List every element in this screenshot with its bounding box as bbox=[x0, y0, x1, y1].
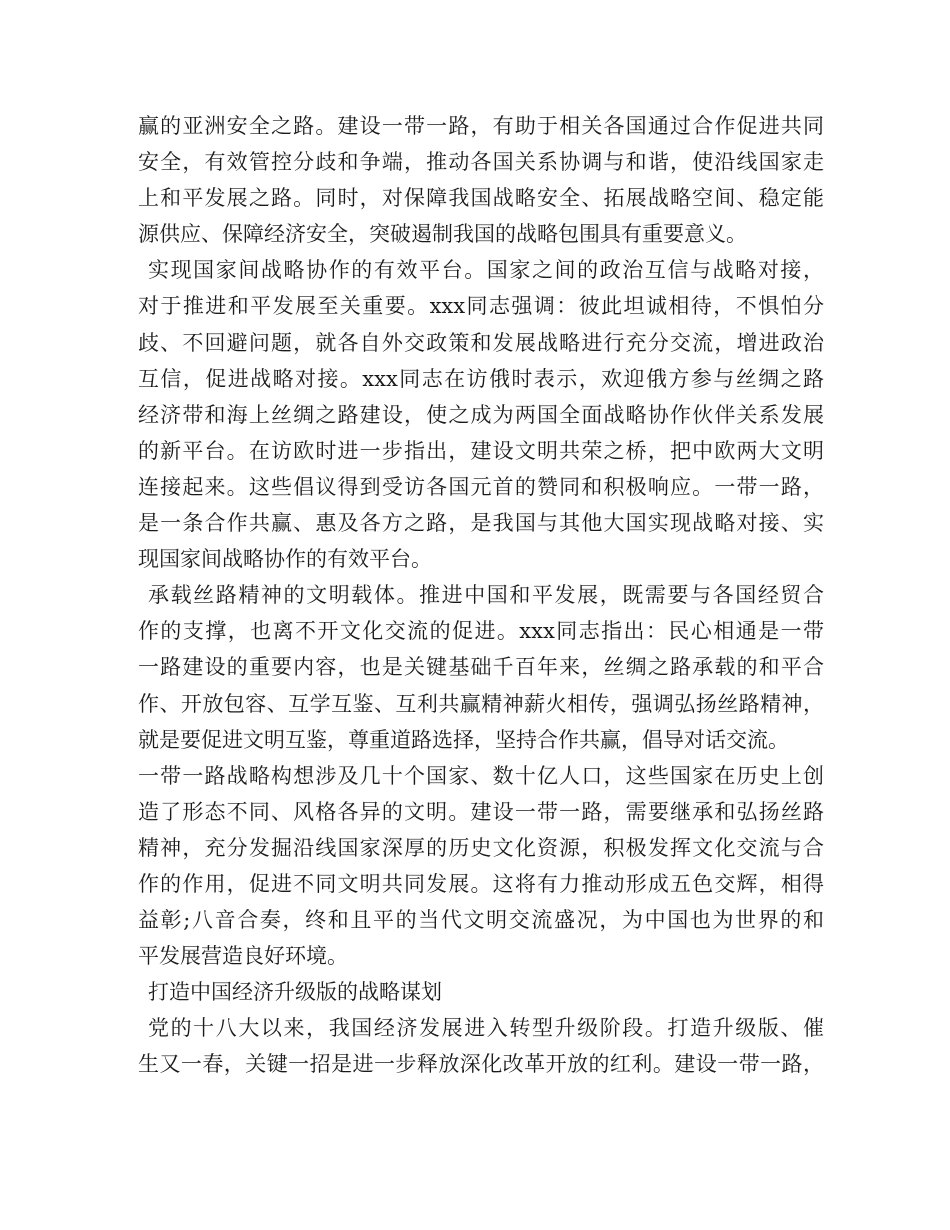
text-line: 党的十八大以来，我国经济发展进入转型升级阶段。打造升级版、催 bbox=[148, 1016, 824, 1041]
text-line: 互信，促进战略对接。xxx同志在访俄时表示，欢迎俄方参与丝绸之路 bbox=[138, 366, 824, 391]
text-line: 安全，有效管控分歧和争端，推动各国关系协调与和谐，使沿线国家走 bbox=[138, 150, 824, 175]
text-line: 实现国家间战略协作的有效平台。国家之间的政治互信与战略对接， bbox=[148, 258, 824, 283]
text-line: 一路建设的重要内容，也是关键基础千百年来，丝绸之路承载的和平合 bbox=[138, 655, 824, 680]
text-line: 承载丝路精神的文明载体。推进中国和平发展，既需要与各国经贸合 bbox=[148, 583, 824, 608]
text-line: 歧、不回避问题，就各自外交政策和发展战略进行充分交流，增进政治 bbox=[138, 330, 824, 355]
text-line: 生又一春，关键一招是进一步释放深化改革开放的红利。建设一带一路， bbox=[138, 1052, 824, 1077]
text-line: 平发展营造良好环境。 bbox=[138, 944, 348, 969]
text-line: 精神，充分发掘沿线国家深厚的历史文化资源，积极发挥文化交流与合 bbox=[138, 835, 824, 860]
text-line: 是一条合作共赢、惠及各方之路，是我国与其他大国实现战略对接、实 bbox=[138, 511, 824, 536]
text-line: 连接起来。这些倡议得到受访各国元首的赞同和积极响应。一带一路， bbox=[138, 474, 824, 499]
text-line: 上和平发展之路。同时，对保障我国战略安全、拓展战略空间、稳定能 bbox=[138, 186, 824, 211]
text-line: 打造中国经济升级版的战略谋划 bbox=[148, 980, 442, 1005]
text-line: 源供应、保障经济安全，突破遏制我国的战略包围具有重要意义。 bbox=[138, 222, 747, 247]
text-line: 赢的亚洲安全之路。建设一带一路，有助于相关各国通过合作促进共同 bbox=[138, 114, 824, 138]
text-line: 经济带和海上丝绸之路建设，使之成为两国全面战略协作伙伴关系发展 bbox=[138, 402, 824, 427]
text-line: 益彰;八音合奏，终和且平的当代文明交流盛况，为中国也为世界的和 bbox=[138, 908, 824, 933]
document-body bbox=[138, 108, 824, 1083]
text-line: 就是要促进文明互鉴，尊重道路选择，坚持合作共赢，倡导对话交流。 bbox=[138, 727, 789, 752]
text-line: 一带一路战略构想涉及几十个国家、数十亿人口，这些国家在历史上创 bbox=[138, 763, 824, 788]
text-line: 作、开放包容、互学互鉴、互利共赢精神薪火相传，强调弘扬丝路精神， bbox=[138, 691, 824, 716]
text-line: 现国家间战略协作的有效平台。 bbox=[138, 547, 432, 572]
text-line: 作的作用，促进不同文明共同发展。这将有力推动形成五色交辉，相得 bbox=[138, 871, 824, 896]
text-line: 的新平台。在访欧时进一步指出，建设文明共荣之桥，把中欧两大文明 bbox=[138, 438, 824, 463]
text-line: 对于推进和平发展至关重要。xxx同志强调：彼此坦诚相待，不惧怕分 bbox=[138, 294, 824, 319]
text-line: 作的支撑，也离不开文化交流的促进。xxx同志指出：民心相通是一带 bbox=[138, 619, 824, 644]
text-line: 造了形态不同、风格各异的文明。建设一带一路，需要继承和弘扬丝路 bbox=[138, 799, 824, 824]
